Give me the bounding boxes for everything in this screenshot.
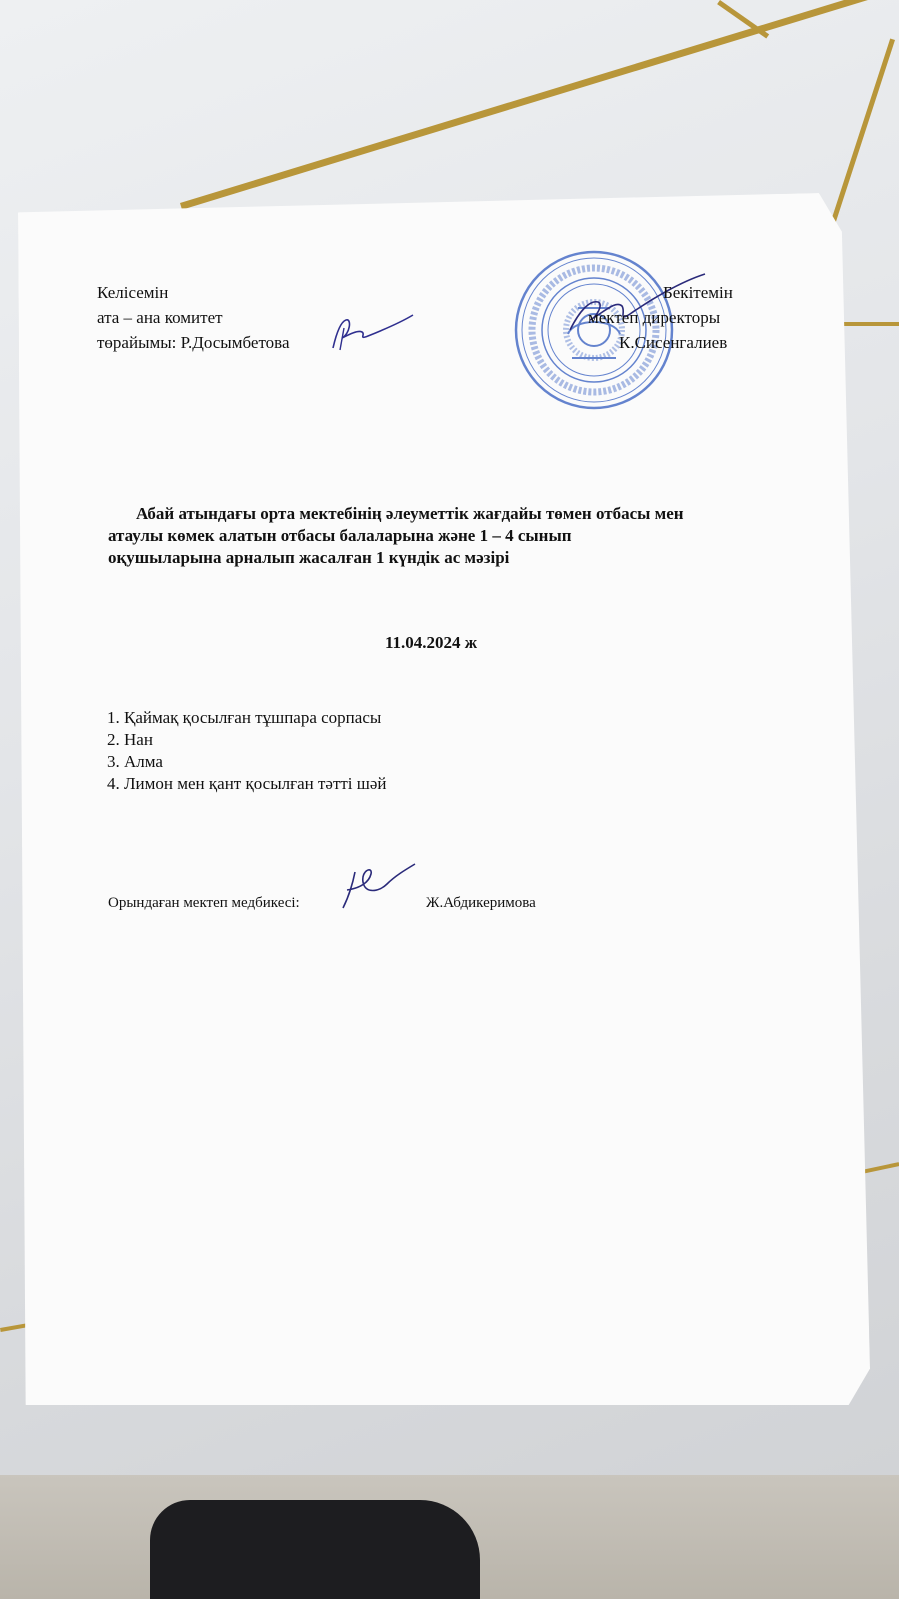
menu-item-4: 4. Лимон мен қант қосылған тәтті шәй bbox=[107, 774, 387, 793]
nurse-label: Орындаған мектеп медбикесі: bbox=[108, 895, 300, 911]
document-paper bbox=[18, 193, 870, 1405]
title-line-1: Абай атындағы орта мектебінің әлеуметтік жағдайы төмен отбасы мен bbox=[136, 504, 684, 523]
document-title bbox=[108, 503, 808, 569]
header-left-line2: ата – ана комитет bbox=[97, 308, 223, 327]
header-right-line1: Бекітемін bbox=[663, 283, 733, 302]
header-left-line3: төрайымы: Р.Досымбетова bbox=[97, 333, 290, 352]
nurse-name: Ж.Абдикеримова bbox=[426, 895, 536, 911]
header-right-line3: К.Сисенгалиев bbox=[619, 333, 728, 352]
menu-item-3: 3. Алма bbox=[107, 752, 163, 771]
header-right-line2: мектеп директоры bbox=[588, 308, 721, 327]
title-line-3: оқушыларына арналып жасалған 1 күндік ас мәзірі bbox=[108, 548, 510, 567]
signature-parent-committee bbox=[328, 310, 418, 355]
header-left-line1: Келісемін bbox=[97, 283, 169, 302]
dark-object bbox=[150, 1500, 480, 1599]
title-line-2: атаулы көмек алатын отбасы балаларына және 1 – 4 сынып bbox=[108, 526, 572, 545]
document-date: 11.04.2024 ж bbox=[385, 633, 478, 652]
signature-nurse bbox=[335, 860, 420, 915]
menu-item-1: 1. Қаймақ қосылған тұшпара сорпасы bbox=[107, 708, 382, 727]
menu-item-2: 2. Нан bbox=[107, 730, 153, 749]
